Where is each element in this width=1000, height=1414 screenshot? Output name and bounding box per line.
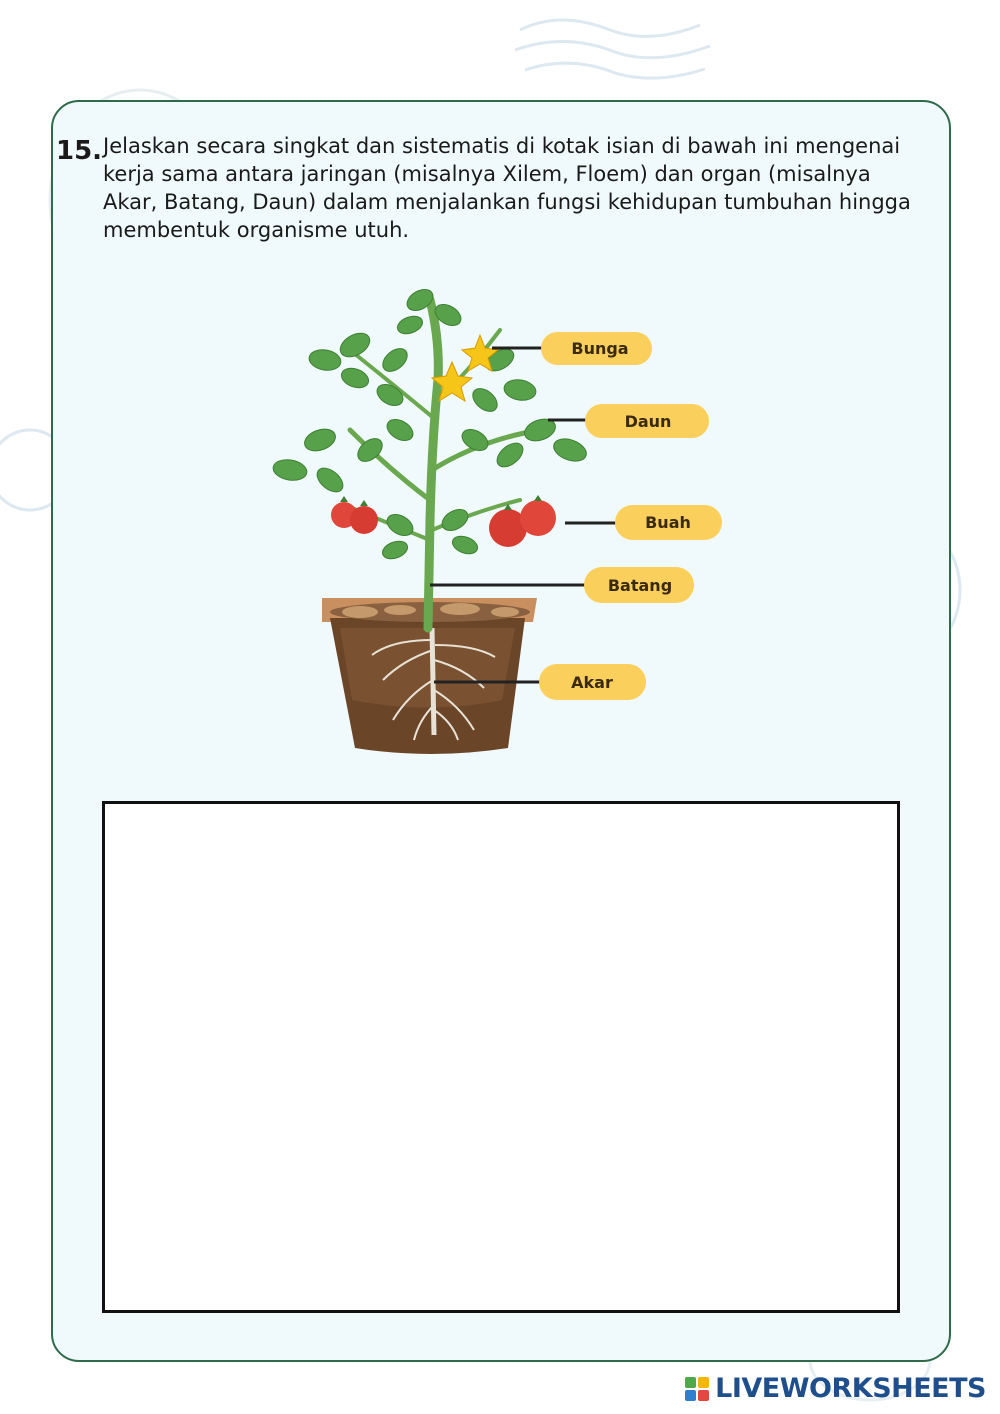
question-number: 15. bbox=[56, 136, 103, 166]
liveworksheets-icon bbox=[685, 1377, 709, 1401]
answer-text-box[interactable] bbox=[102, 801, 900, 1313]
label-buah: Buah bbox=[645, 513, 691, 532]
label-akar: Akar bbox=[571, 673, 613, 692]
label-pills bbox=[539, 332, 722, 700]
plant-diagram bbox=[255, 280, 735, 760]
question-text: Jelaskan secara singkat dan sistematis di kotak isian di bawah ini mengenai kerja sama antara jaringan (misalnya Xilem, Floem) dan organ (misalnya Akar, Batang, Daun) dalam menjalankan fungsi kehidupan tumbuhan hingga membentuk organisme utuh. bbox=[103, 134, 911, 242]
label-bunga: Bunga bbox=[571, 339, 629, 358]
brand-name: LIVEWORKSHEETS bbox=[715, 1373, 986, 1404]
label-daun: Daun bbox=[624, 412, 672, 431]
label-batang: Batang bbox=[607, 576, 673, 595]
liveworksheets-logo bbox=[685, 1373, 986, 1404]
